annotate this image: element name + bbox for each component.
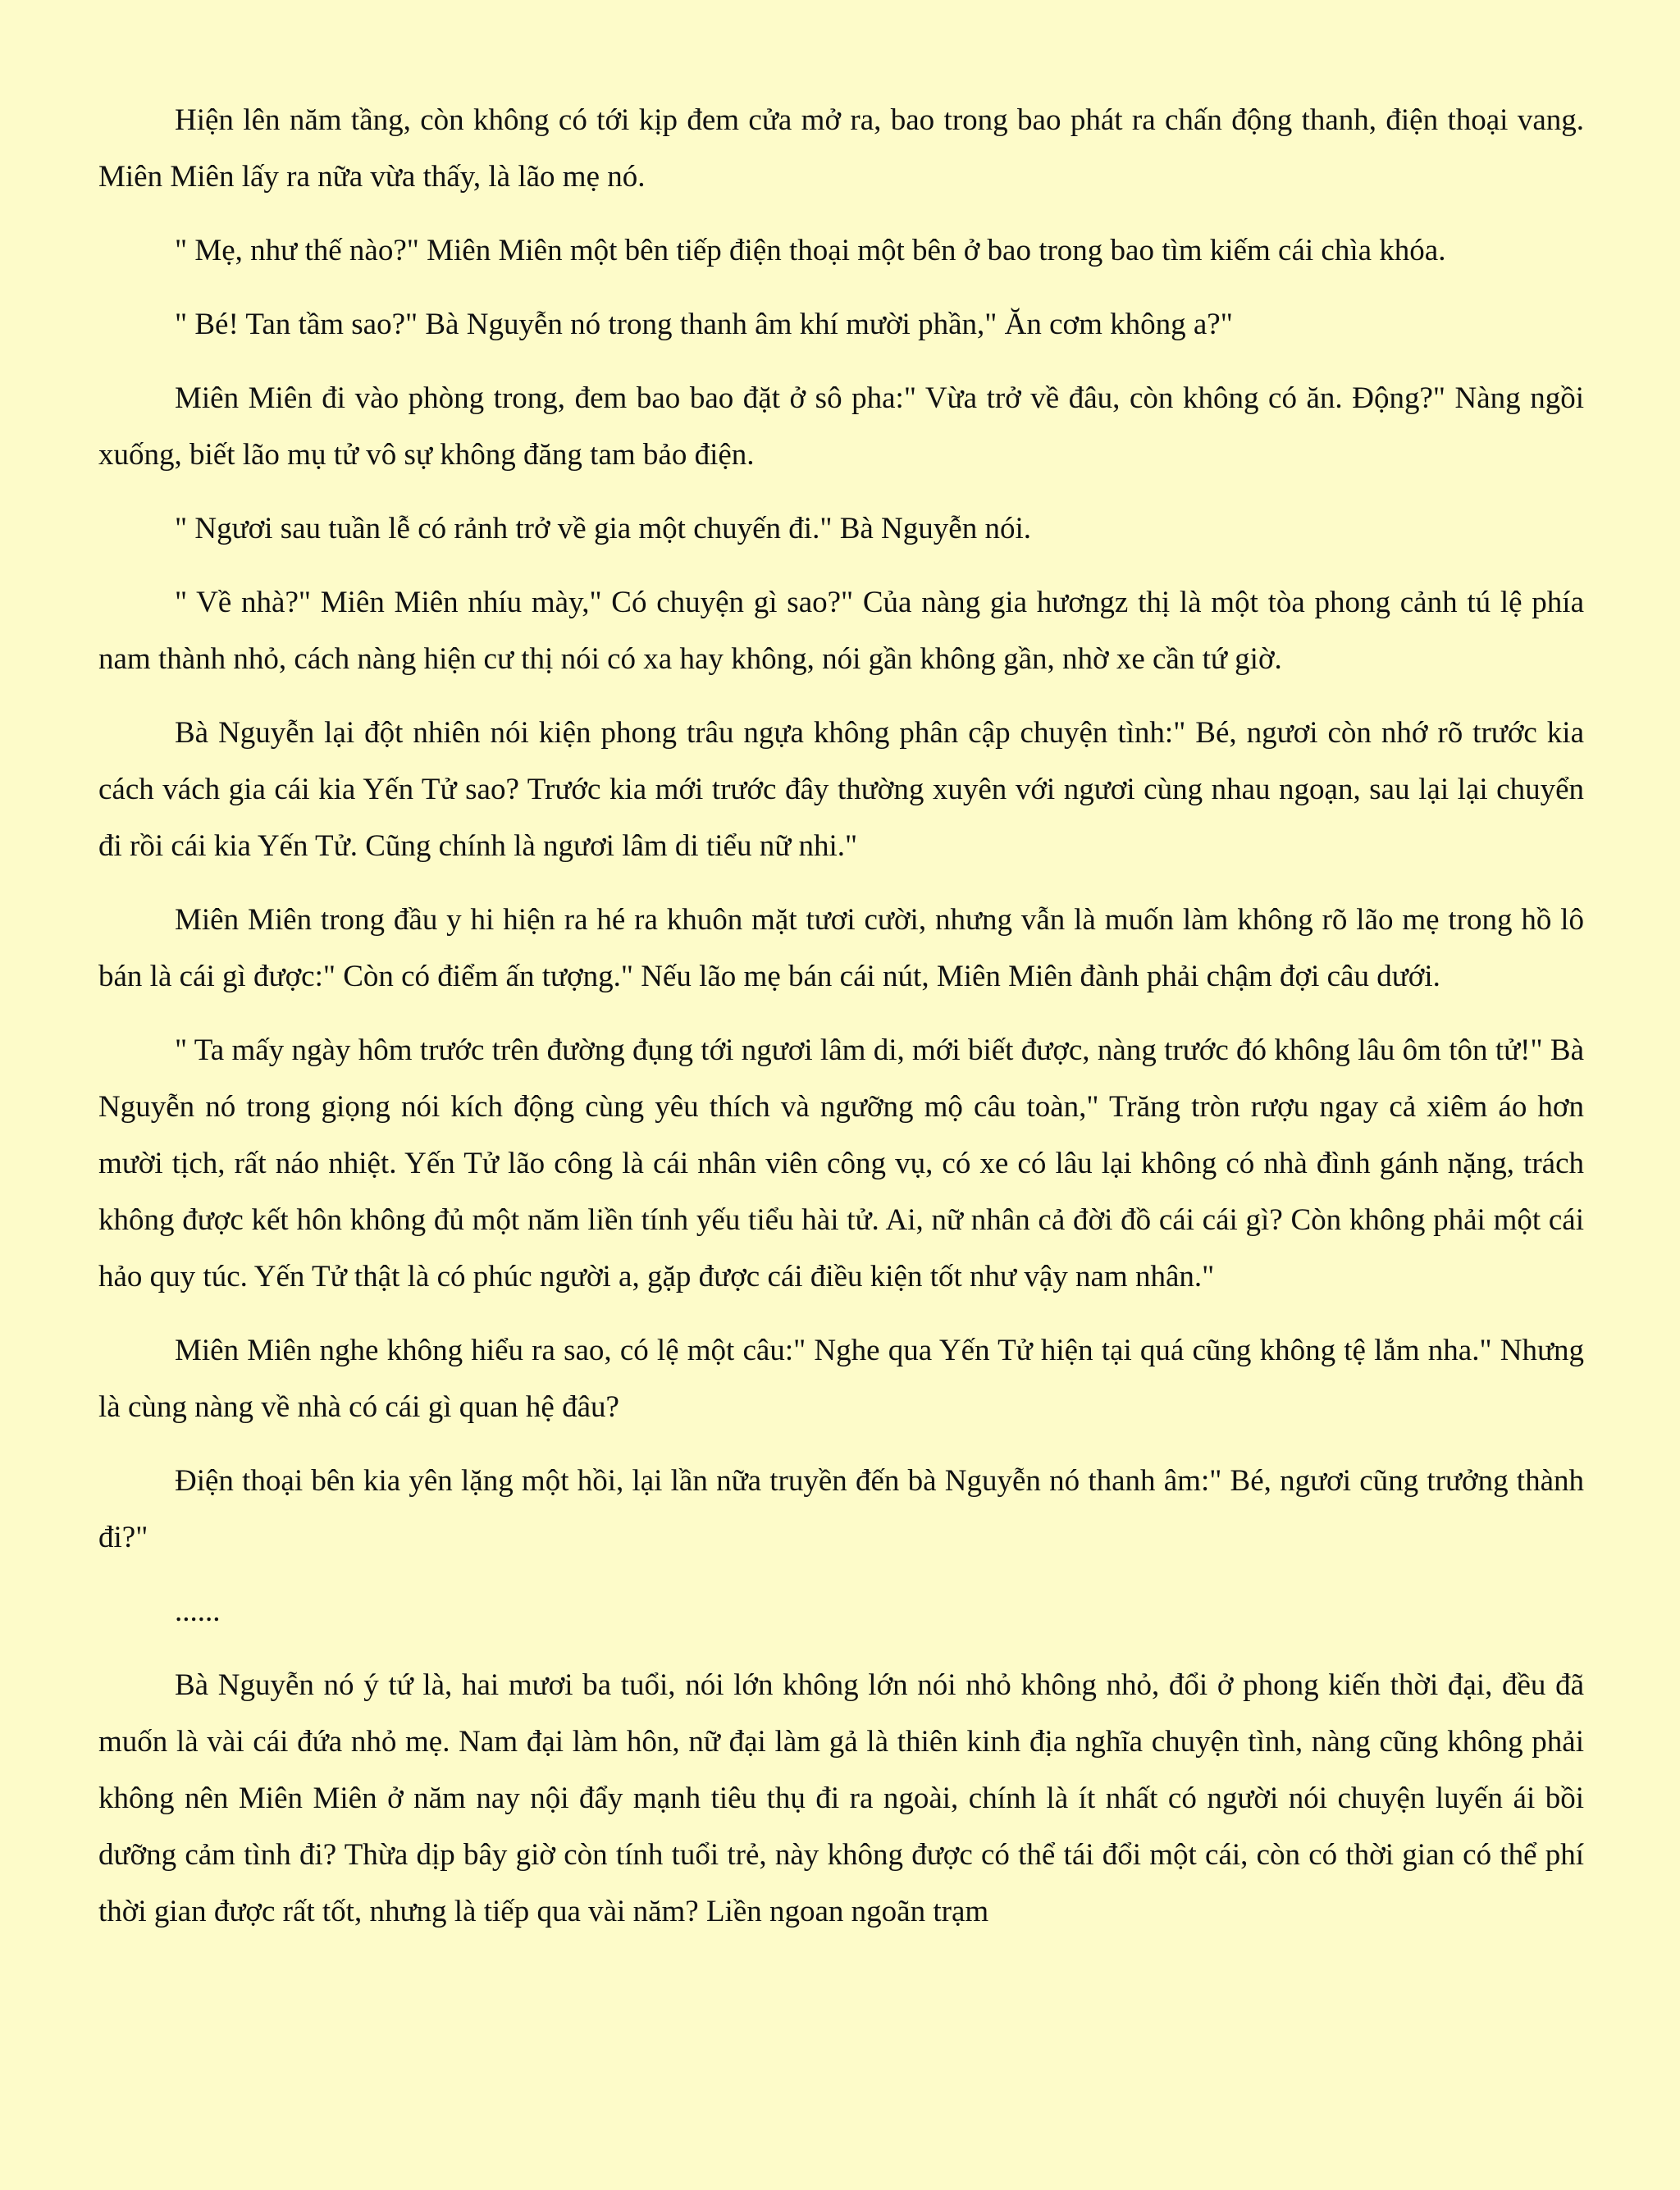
paragraph-5: " Ngươi sau tuần lễ có rảnh trở về gia một chuyến đi." Bà Nguyễn nói. xyxy=(175,512,1031,545)
paragraph-9: " Ta mấy ngày hôm trước trên đường đụng tới ngươi lâm di, mới biết được, nàng trước đó không lâu ôm tôn tử!" Bà Nguyễn nó trong giọng nói kích động cùng yêu thích và ngưỡng mộ câu toàn," Trăng tròn rượu ngay cả xiêm áo hơn mười tịch, rất náo nhiệt. Yến Tử lão công là cái nhân viên công vụ, có xe có lâu lại không có nhà đình gánh nặng, trách không được kết hôn không đủ một năm liền tính yếu tiểu hài tử. Ai, nữ nhân cả đời đồ cái cái gì? Còn không phải một cái hảo quy túc. Yến Tử thật là có phúc người a, gặp được cái điều kiện tốt như vậy nam nhân." xyxy=(98,1033,1584,1293)
paragraph-12: Bà Nguyễn nó ý tứ là, hai mươi ba tuổi, nói lớn không lớn nói nhỏ không nhỏ, đổi ở phong kiến thời đại, đều đã muốn là vài cái đứa nhỏ mẹ. Nam đại làm hôn, nữ đại làm gả là thiên kinh địa nghĩa chuyện tình, nàng cũng không phải không nên Miên Miên ở năm nay nội đẩy mạnh tiêu thụ đi ra ngoài, chính là ít nhất có người nói chuyện luyến ái bồi dưỡng cảm tình đi? Thừa dịp bây giờ còn tính tuổi trẻ, này không được có thể tái đổi một cái, còn có thời gian có thể phí thời gian được rất tốt, nhưng là tiếp qua vài năm? Liền ngoan ngoãn trạm xyxy=(98,1668,1584,1928)
paragraph-2: " Mẹ, như thế nào?" Miên Miên một bên tiếp điện thoại một bên ở bao trong bao tìm kiếm cái chìa khóa. xyxy=(175,234,1446,267)
paragraph-6: " Về nhà?" Miên Miên nhíu mày," Có chuyện gì sao?" Của nàng gia hươngz thị là một tòa phong cảnh tú lệ phía nam thành nhỏ, cách nàng hiện cư thị nói có xa hay không, nói gần không gần, nhờ xe cần tứ giờ. xyxy=(98,586,1584,676)
paragraph-8: Miên Miên trong đầu y hi hiện ra hé ra khuôn mặt tươi cười, nhưng vẫn là muốn làm không rõ lão mẹ trong hồ lô bán là cái gì được:" Còn có điểm ấn tượng." Nếu lão mẹ bán cái nút, Miên Miên đành phải chậm đợi câu dưới. xyxy=(98,903,1584,993)
paragraph-1: Hiện lên năm tầng, còn không có tới kịp đem cửa mở ra, bao trong bao phát ra chấn động thanh, điện thoại vang. Miên Miên lấy ra nữa vừa thấy, là lão mẹ nó. xyxy=(98,103,1584,194)
paragraph-10: Miên Miên nghe không hiểu ra sao, có lệ một câu:" Nghe qua Yến Tử hiện tại quá cũng không tệ lắm nha." Nhưng là cùng nàng về nhà có cái gì quan hệ đâu? xyxy=(98,1334,1584,1424)
paragraph-3: " Bé! Tan tầm sao?" Bà Nguyễn nó trong thanh âm khí mười phần," Ăn cơm không a?" xyxy=(175,308,1233,341)
paragraph-7: Bà Nguyễn lại đột nhiên nói kiện phong trâu ngựa không phân cập chuyện tình:" Bé, ngươi còn nhớ rõ trước kia cách vách gia cái kia Yến Tử sao? Trước kia mới trước đây thường xuyên với ngươi cùng nhau ngoạn, sau lại lại chuyển đi rồi cái kia Yến Tử. Cũng chính là ngươi lâm di tiểu nữ nhi." xyxy=(98,716,1584,863)
paragraph-4: Miên Miên đi vào phòng trong, đem bao bao đặt ở sô pha:" Vừa trở về đâu, còn không có ăn. Động?" Nàng ngồi xuống, biết lão mụ tử vô sự không đăng tam bảo điện. xyxy=(98,381,1584,472)
paragraph-11: Điện thoại bên kia yên lặng một hồi, lại lần nữa truyền đến bà Nguyễn nó thanh âm:" Bé, ngươi cũng trưởng thành đi?" xyxy=(98,1464,1584,1554)
ellipsis-separator: ...... xyxy=(175,1595,221,1628)
